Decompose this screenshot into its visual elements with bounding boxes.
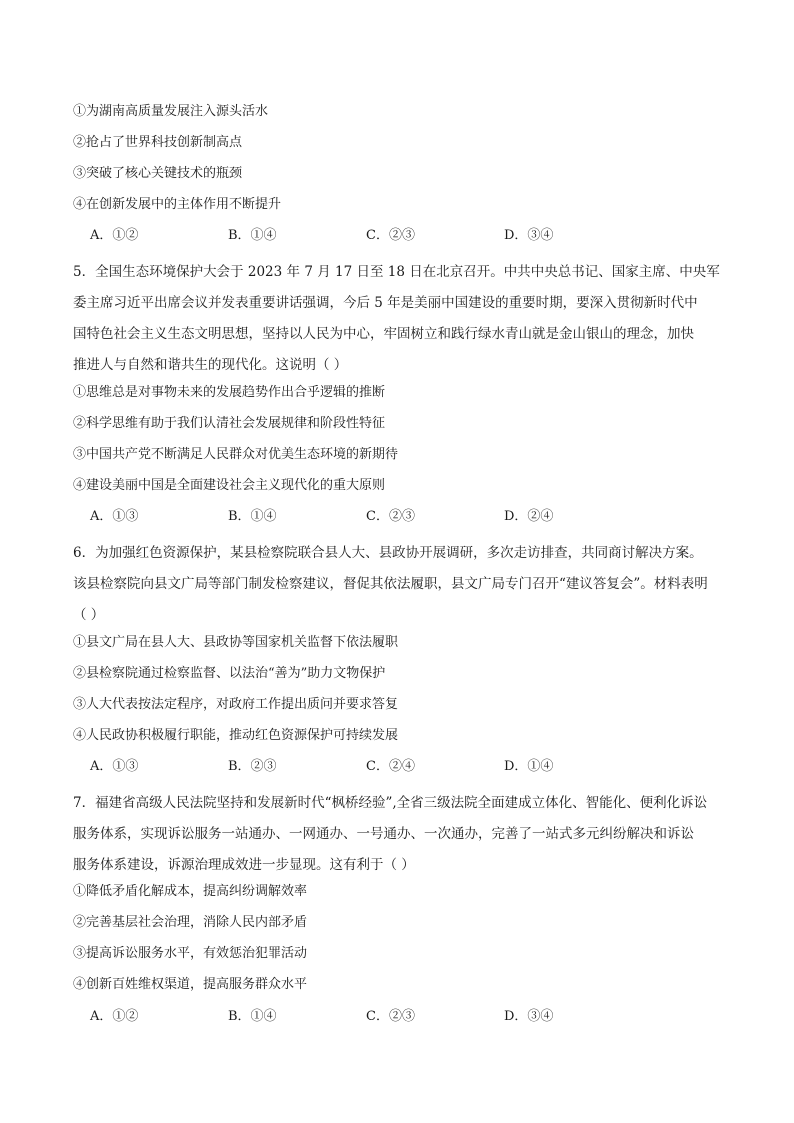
stem-line: 国特色社会主义生态文明思想，坚持以人民为中心，牢固树立和践行绿水青山就是金山银山的理念，加快 <box>73 326 694 342</box>
statement: ②县检察院通过检察监督、以法治“善为”助力文物保护 <box>73 666 386 681</box>
stem-line: 5．全国生态环境保护大会于 2023 年 7 月 17 日至 18 日在北京召开。中共中央总书记、国家主席、中央军 <box>73 264 720 280</box>
option-a: A．①② <box>90 228 139 243</box>
statement: ①为湖南高质量发展注入源头活水 <box>73 104 269 119</box>
statement: ③中国共产党不断满足人民群众对优美生态环境的新期待 <box>73 447 399 462</box>
question-6-stem <box>73 538 723 631</box>
option-b: B．①④ <box>228 509 277 524</box>
option-b: B．②③ <box>228 759 277 774</box>
option-b: B．①④ <box>228 1009 277 1024</box>
statement: ①思维总是对事物未来的发展趋势作出合乎逻辑的推断 <box>73 385 386 400</box>
stem-line: 6．为加强红色资源保护，某县检察院联合县人大、县政协开展调研，多次走访排查，共同商讨解决方案。 <box>73 545 703 561</box>
statement: ①县文广局在县人大、县政协等国家机关监督下依法履职 <box>73 635 399 650</box>
option-a: A．①③ <box>90 509 139 524</box>
statement: ②抢占了世界科技创新制高点 <box>73 135 243 150</box>
stem-line: 推进人与自然和谐共生的现代化。这说明（ ） <box>73 357 348 373</box>
option-b: B．①④ <box>228 228 277 243</box>
stem-line: （ ） <box>73 607 105 623</box>
option-c: C．②③ <box>366 1009 415 1024</box>
statement: ①降低矛盾化解成本，提高纠纷调解效率 <box>73 884 308 899</box>
statement: ④创新百姓维权渠道，提高服务群众水平 <box>73 977 308 992</box>
stem-line: 该县检察院向县文广局等部门制发检察建议，督促其依法履职，县文广局专门召开“建议答复会”。材料表明 <box>73 576 708 592</box>
statement: ③人大代表按法定程序，对政府工作提出质问并要求答复 <box>73 697 399 712</box>
option-d: D．③④ <box>504 228 554 243</box>
option-c: C．②③ <box>366 509 415 524</box>
stem-line: 服务体系建设，诉源治理成效进一步显现。这有利于（ ） <box>73 857 415 873</box>
stem-line: 服务体系，实现诉讼服务一站通办、一网通办、一号通办、一次通办，完善了一站式多元纠纷解决和诉讼 <box>73 826 694 842</box>
statement: ③提高诉讼服务水平，有效惩治犯罪活动 <box>73 946 308 961</box>
statement: ④在创新发展中的主体作用不断提升 <box>73 197 282 212</box>
options-row <box>90 226 642 246</box>
option-c: C．②④ <box>366 759 415 774</box>
option-a: A．①③ <box>90 759 139 774</box>
option-d: D．①④ <box>504 759 554 774</box>
stem-line: 7．福建省高级人民法院坚持和发展新时代“枫桥经验”,全省三级法院全面建成立体化、智能化、便利化诉讼 <box>73 795 708 811</box>
statement: ②科学思维有助于我们认清社会发展规律和阶段性特征 <box>73 416 386 431</box>
option-d: D．②④ <box>504 509 554 524</box>
statement: ③突破了核心关键技术的瓶颈 <box>73 166 243 181</box>
option-a: A．①② <box>90 1009 139 1024</box>
question-5-stem <box>73 257 723 381</box>
statement: ④人民政协积极履行职能，推动红色资源保护可持续发展 <box>73 728 399 743</box>
options-row <box>90 1007 642 1027</box>
statement: ②完善基层社会治理，消除人民内部矛盾 <box>73 915 308 930</box>
options-row <box>90 757 642 777</box>
option-d: D．③④ <box>504 1009 554 1024</box>
options-row <box>90 507 642 527</box>
question-7-stem <box>73 788 723 881</box>
stem-line: 委主席习近平出席会议并发表重要讲话强调，今后 5 年是美丽中国建设的重要时期，要深入贯彻新时代中 <box>73 295 698 311</box>
option-c: C．②③ <box>366 228 415 243</box>
statement: ④建设美丽中国是全面建设社会主义现代化的重大原则 <box>73 478 386 493</box>
